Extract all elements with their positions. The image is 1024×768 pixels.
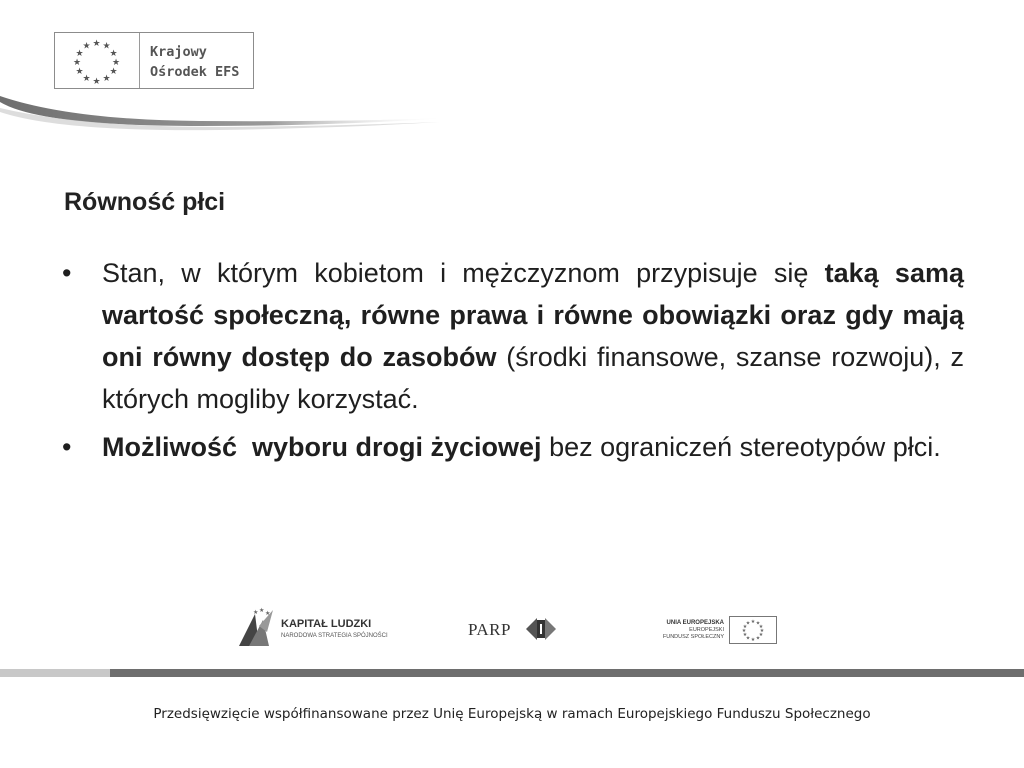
logo-divider xyxy=(139,33,140,88)
svg-text:★: ★ xyxy=(759,628,765,634)
svg-text:★: ★ xyxy=(750,637,756,643)
bullet-bold-text: taką samą wartość społeczną, równe prawa i równe obowiązki oraz gdy mają oni równy dostęp do zasobów xyxy=(102,258,964,372)
svg-text:★: ★ xyxy=(82,74,91,84)
svg-text:★: ★ xyxy=(265,610,271,617)
svg-text:★: ★ xyxy=(82,41,91,52)
svg-text:★: ★ xyxy=(92,39,101,49)
slide-title: Równość płci xyxy=(64,188,226,216)
svg-text:★: ★ xyxy=(758,624,764,630)
footer-bar-light-segment xyxy=(0,669,110,677)
svg-text:★: ★ xyxy=(745,620,751,627)
logo-text xyxy=(150,42,250,82)
footer-bar xyxy=(0,668,1024,678)
svg-text:★: ★ xyxy=(755,635,761,642)
svg-text:★: ★ xyxy=(111,58,121,68)
svg-text:★: ★ xyxy=(102,41,111,52)
logo-line-2: Ośrodek EFS xyxy=(150,64,240,80)
bullet-marker: • xyxy=(62,258,72,288)
svg-text:★: ★ xyxy=(758,632,764,638)
parp-emblem-icon xyxy=(522,614,560,644)
bullet-item-definition xyxy=(62,252,964,420)
svg-text:★: ★ xyxy=(741,628,747,634)
eu-flag-small-icon xyxy=(729,616,777,644)
logo-line-1: Krajowy xyxy=(150,44,207,60)
parp-label: PARP xyxy=(468,620,511,639)
bullet-text: bez ograniczeń stereotypów płci. xyxy=(541,432,941,462)
footer-logos xyxy=(0,600,1024,660)
ue-line-1: UNIA EUROPEJSKA xyxy=(666,620,724,626)
svg-text:★: ★ xyxy=(109,67,118,77)
svg-text:★: ★ xyxy=(742,632,748,638)
parp-logo xyxy=(468,614,563,644)
svg-text:★: ★ xyxy=(750,619,756,625)
footer-bar-dark-segment xyxy=(110,669,1024,677)
svg-text:★: ★ xyxy=(92,77,101,85)
svg-text:★: ★ xyxy=(742,624,748,630)
svg-text:★: ★ xyxy=(72,58,82,68)
bullet-list xyxy=(62,252,964,468)
svg-text:★: ★ xyxy=(745,635,751,642)
bullet-text: (środki finansowe, szanse rozwoju), z których mogliby korzystać. xyxy=(102,342,964,414)
svg-text:★: ★ xyxy=(109,49,118,59)
bullet-text: Stan, w którym kobietom i mężczyznom przypisuje się xyxy=(102,258,825,288)
header-swoosh-decoration xyxy=(0,96,460,136)
bullet-item-choice xyxy=(62,426,964,468)
kapital-ludzki-logo xyxy=(233,606,393,650)
ue-line-2: EUROPEJSKI xyxy=(689,627,724,633)
kapital-ludzki-emblem-icon xyxy=(233,606,277,650)
svg-text:★: ★ xyxy=(102,74,111,84)
bullet-bold-text: Możliwość wyboru drogi życiowej xyxy=(102,432,542,462)
ue-text xyxy=(660,620,724,641)
krajowy-osrodek-efs-logo xyxy=(54,32,254,89)
eu-flag-icon xyxy=(59,36,134,85)
svg-text:★: ★ xyxy=(755,620,761,627)
kapital-ludzki-title: KAPITAŁ LUDZKI xyxy=(281,618,372,630)
kapital-ludzki-subtitle: NARODOWA STRATEGIA SPÓJNOŚCI xyxy=(281,633,388,639)
svg-text:★: ★ xyxy=(259,607,265,614)
svg-text:★: ★ xyxy=(253,609,259,616)
ue-efs-logo xyxy=(660,614,780,646)
ue-line-3: FUNDUSZ SPOŁECZNY xyxy=(662,634,724,640)
footer-caption: Przedsięwzięcie współfinansowane przez Unię Europejską w ramach Europejskiego Funduszu Społecznego xyxy=(153,706,871,722)
svg-text:★: ★ xyxy=(75,67,84,77)
svg-text:★: ★ xyxy=(75,49,84,59)
bullet-marker: • xyxy=(62,432,72,462)
